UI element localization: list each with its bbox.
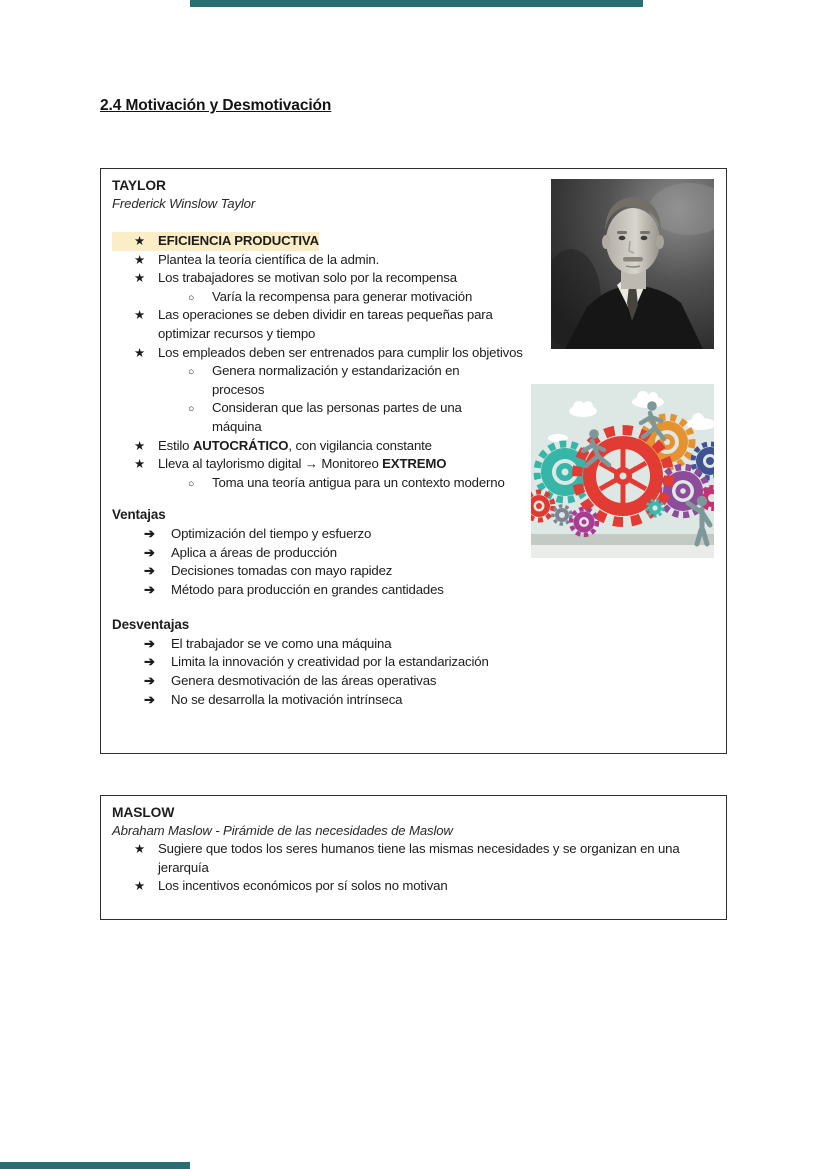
list-item xyxy=(112,840,715,877)
list-item-text: El trabajador se ve como una máquina xyxy=(171,635,392,651)
list-item-text: Optimización del tiempo y esfuerzo xyxy=(171,525,372,541)
list-item xyxy=(112,362,547,399)
list-item-text: Estilo AUTOCRÁTICO, con vigilancia constante xyxy=(158,437,432,453)
list-item xyxy=(112,474,547,493)
list-item xyxy=(112,399,547,436)
list-item-text: Genera desmotivación de las áreas operativas xyxy=(171,673,437,689)
list-item-text: Lleva al taylorismo digital → Monitoreo EXTREMO xyxy=(158,456,447,472)
list-item xyxy=(112,635,715,654)
list-item-text: No se desarrolla la motivación intrínseca xyxy=(171,691,403,707)
star-bullet-icon: ★ xyxy=(134,438,146,453)
star-bullet-icon: ★ xyxy=(134,345,146,360)
list-item xyxy=(112,437,547,456)
arrow-bullet-icon: ➔ xyxy=(144,563,155,579)
desventajas-list xyxy=(112,635,715,709)
star-bullet-icon: ★ xyxy=(134,308,146,323)
arrow-bullet-icon: ➔ xyxy=(144,673,155,689)
circle-bullet-icon: ○ xyxy=(188,477,195,490)
list-item xyxy=(112,344,547,363)
taylor-bullet-list xyxy=(112,232,547,492)
list-item-text: Toma una teoría antigua para un contexto moderno xyxy=(212,474,505,490)
taylor-portrait-photo xyxy=(551,179,714,349)
maslow-section xyxy=(100,795,727,920)
gears-teamwork-illustration xyxy=(531,384,714,558)
list-item xyxy=(112,877,715,896)
list-item-text: Los empleados deben ser entrenados para cumplir los objetivos xyxy=(158,344,523,360)
arrow-bullet-icon: ➔ xyxy=(144,544,155,560)
maslow-bullet-list xyxy=(112,840,715,896)
arrow-bullet-icon: ➔ xyxy=(144,581,155,597)
arrow-bullet-icon: ➔ xyxy=(144,635,155,651)
list-item-text: Los trabajadores se motivan solo por la recompensa xyxy=(158,270,457,286)
list-item xyxy=(112,269,547,288)
list-item-text: EFICIENCIA PRODUCTIVA xyxy=(158,233,319,248)
page-title: 2.4 Motivación y Desmotivación xyxy=(100,97,332,114)
star-bullet-icon: ★ xyxy=(134,842,146,856)
maslow-subtitle: Abraham Maslow - Pirámide de las necesidades de Maslow xyxy=(112,823,453,838)
list-item-text: Las operaciones se deben dividir en tareas pequeñas para optimizar recursos y tiempo xyxy=(158,307,493,341)
list-item-text: Los incentivos económicos por sí solos no motivan xyxy=(158,878,448,894)
list-item-text: Método para producción en grandes cantidades xyxy=(171,581,444,597)
list-item-text: Sugiere que todos los seres humanos tiene las mismas necesidades y se organizan en una jerarquía xyxy=(158,841,680,875)
list-item xyxy=(112,232,319,251)
arrow-bullet-icon: ➔ xyxy=(144,654,155,670)
taylor-subtitle: Frederick Winslow Taylor xyxy=(112,196,256,211)
ventajas-heading: Ventajas xyxy=(112,507,166,523)
adjacent-page-edge-bottom xyxy=(0,1162,190,1169)
circle-bullet-icon: ○ xyxy=(188,291,195,304)
gears-illustration-image xyxy=(531,384,714,558)
list-item-text: Aplica a áreas de producción xyxy=(171,544,337,560)
arrow-bullet-icon: ➔ xyxy=(144,691,155,707)
arrow-bullet-icon: ➔ xyxy=(144,525,155,541)
list-item-text: Plantea la teoría científica de la admin. xyxy=(158,251,380,267)
maslow-heading: MASLOW xyxy=(112,805,175,820)
list-item xyxy=(112,306,547,343)
taylor-heading: TAYLOR xyxy=(112,178,166,193)
list-item xyxy=(112,455,547,474)
star-bullet-icon: ★ xyxy=(134,271,146,286)
list-item-text: Limita la innovación y creatividad por la estandarización xyxy=(171,654,489,670)
list-item xyxy=(112,581,715,600)
taylor-portrait-image xyxy=(551,179,714,349)
list-item xyxy=(112,251,547,270)
list-item xyxy=(112,691,715,710)
adjacent-page-edge-top xyxy=(190,0,643,7)
star-bullet-icon: ★ xyxy=(134,252,146,267)
list-item xyxy=(112,653,715,672)
list-item xyxy=(112,562,715,581)
list-item-text: Consideran que las personas partes de una máquina xyxy=(212,400,462,434)
taylor-section xyxy=(100,168,727,754)
star-bullet-icon: ★ xyxy=(134,234,146,248)
list-item-text: Genera normalización y estandarización en procesos xyxy=(212,363,460,397)
star-bullet-icon: ★ xyxy=(134,457,146,472)
list-item xyxy=(112,672,715,691)
circle-bullet-icon: ○ xyxy=(188,403,195,416)
circle-bullet-icon: ○ xyxy=(188,366,195,379)
list-item xyxy=(112,288,547,307)
desventajas-heading: Desventajas xyxy=(112,617,190,633)
star-bullet-icon: ★ xyxy=(134,879,146,894)
list-item-text: Decisiones tomadas con mayo rapidez xyxy=(171,563,393,579)
list-item-text: Varía la recompensa para generar motivación xyxy=(212,288,473,304)
